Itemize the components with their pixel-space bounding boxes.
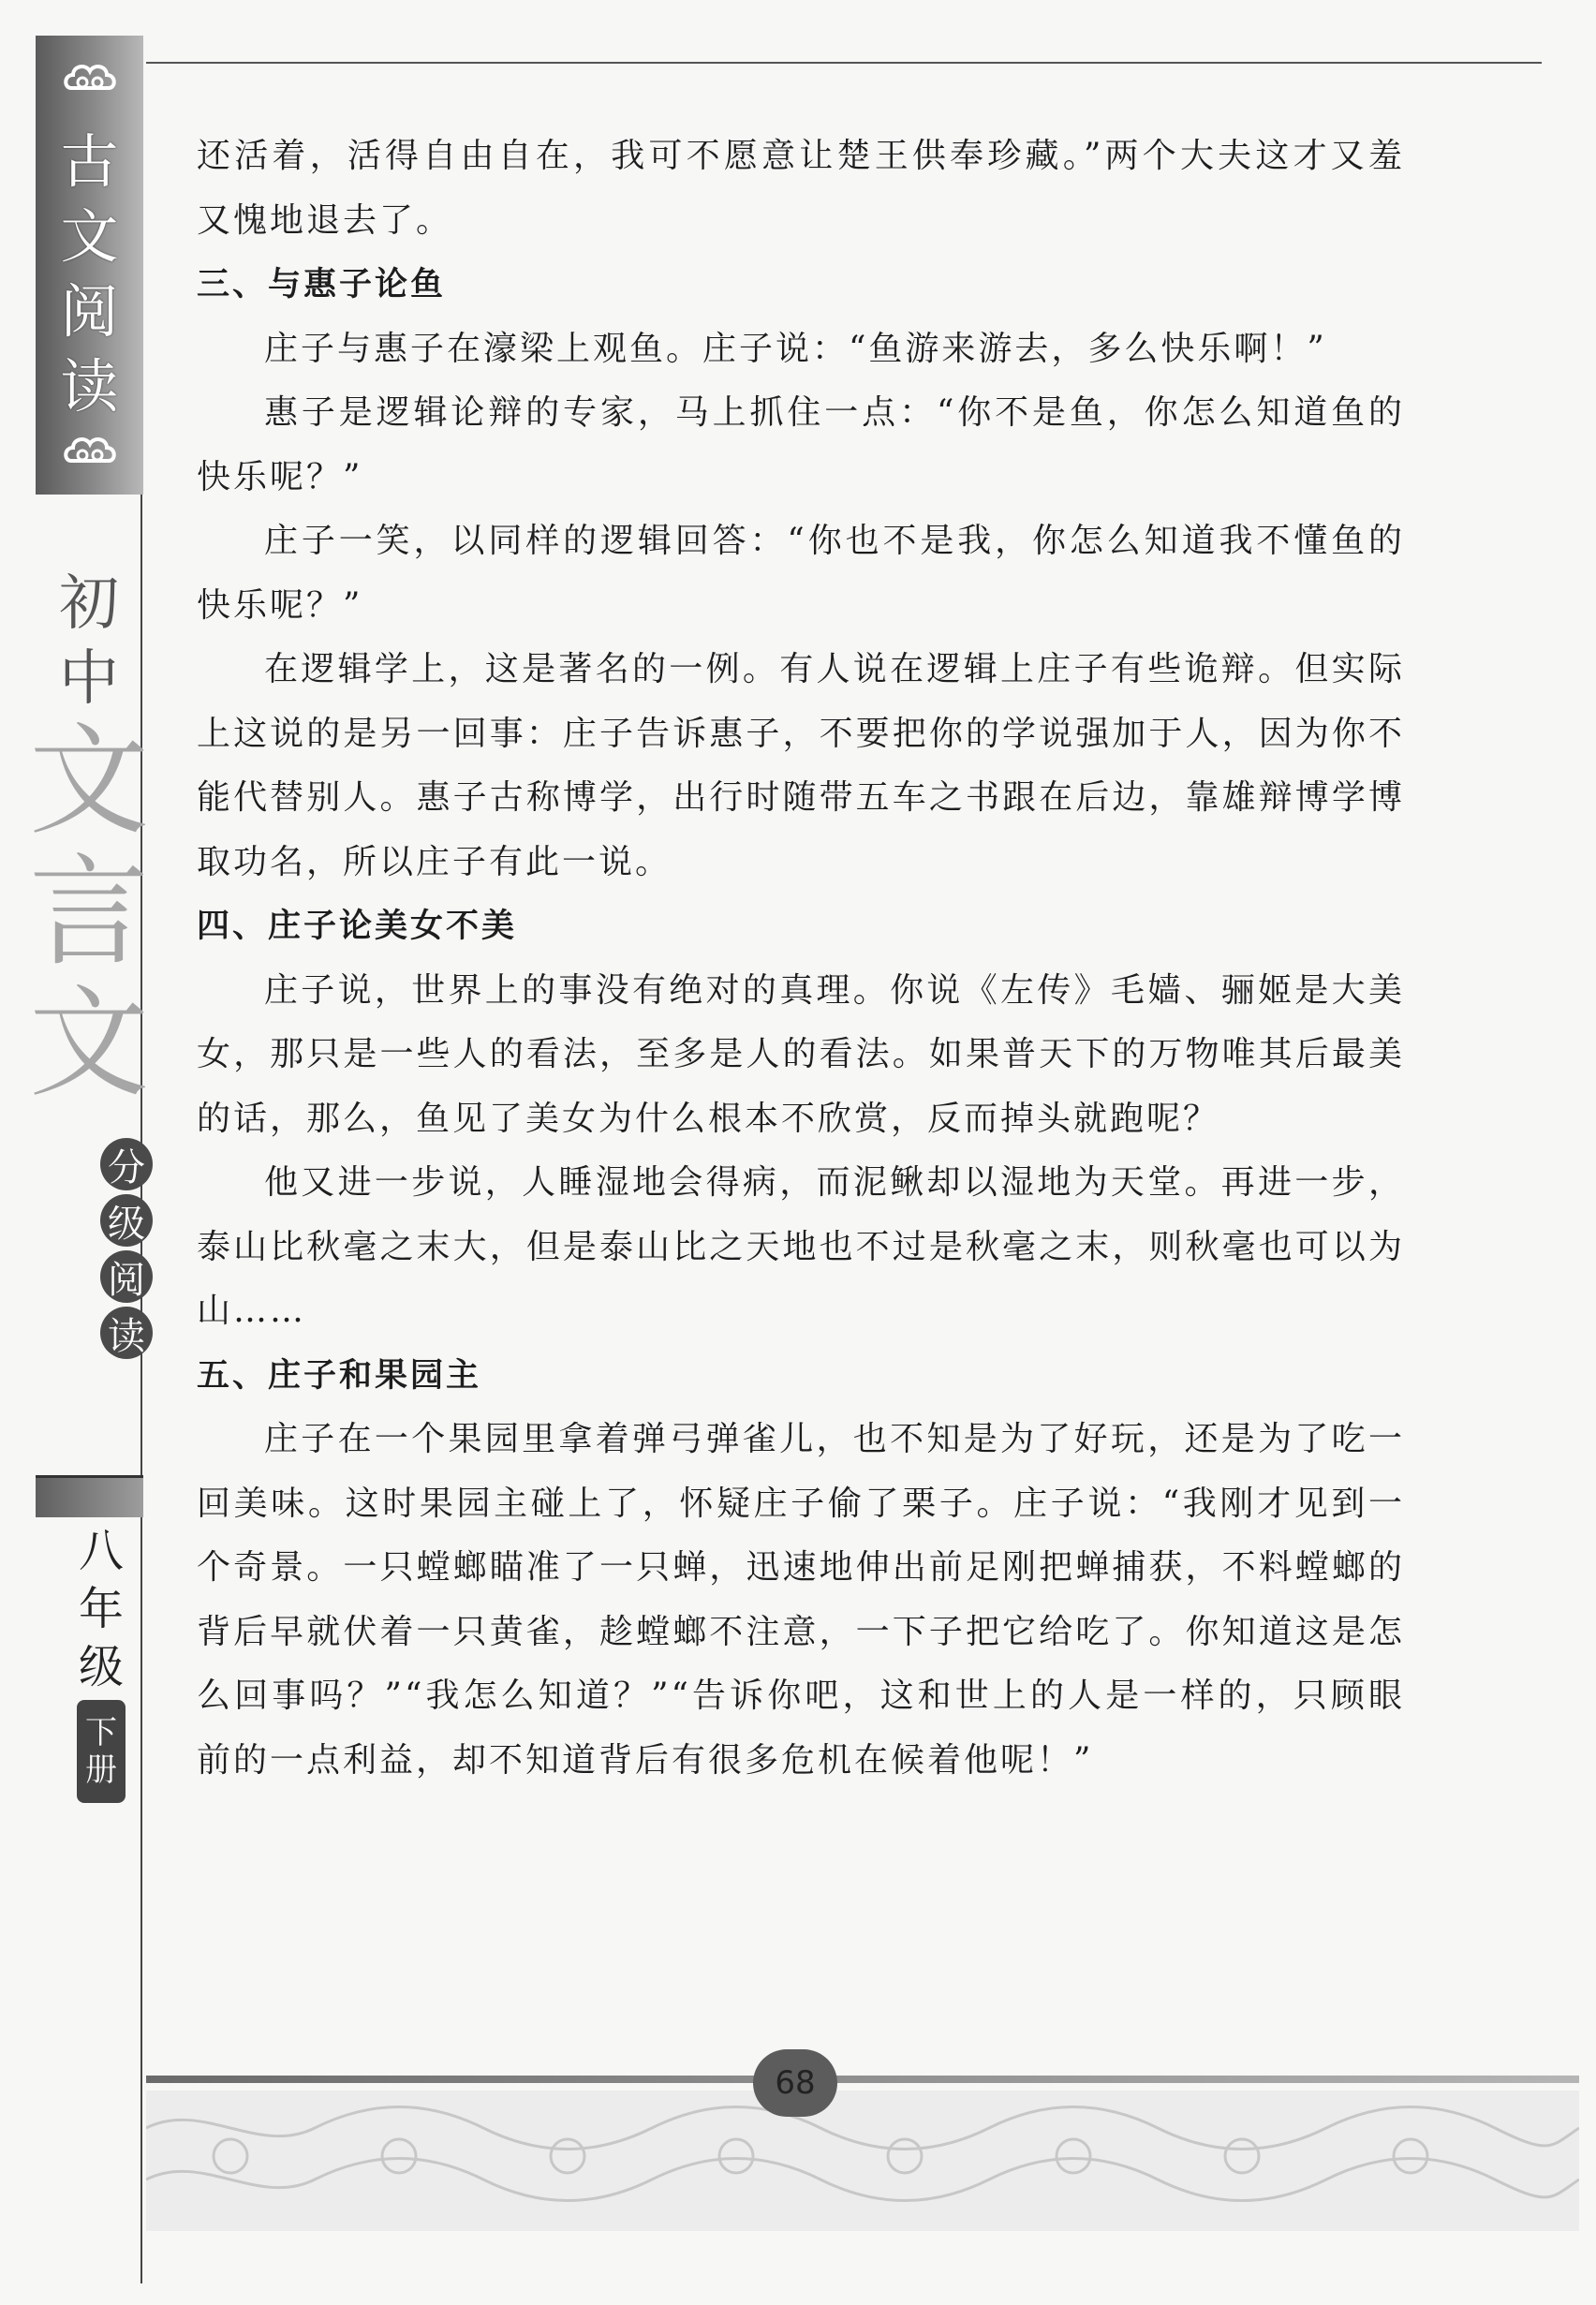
series-title-char: 古	[60, 127, 119, 196]
series-title-char: 阅	[60, 277, 119, 346]
series-title-char: 读	[60, 352, 119, 421]
volume-label	[77, 1700, 126, 1803]
paragraph: 庄子一笑，以同样的逻辑回答：“你也不是我，你怎么知道我不懂鱼的快乐呢？”	[197, 522, 1405, 625]
badge-char: 级	[100, 1194, 153, 1247]
header-rule	[146, 62, 1542, 64]
paragraph: 还活着，活得自由自在，我可不愿意让楚王供奉珍藏。”两个大夫这才又羞又愧地退去了。	[197, 137, 1405, 240]
grade-divider	[36, 1475, 143, 1517]
page-body	[197, 125, 1405, 1793]
cloud-ornament-icon	[62, 429, 118, 474]
paragraph: 在逻辑学上，这是著名的一例。有人说在逻辑上庄子有些诡辩。但实际上这说的是另一回事：庄子告诉惠子，不要把你的学说强加于人，因为你不能代替别人。惠子古称博学，出行时随带五车之书跟在后边，靠雄辩博学博取功名，所以庄子有此一说。	[197, 650, 1405, 881]
paragraph: 庄子在一个果园里拿着弹弓弹雀儿，也不知是为了好玩，还是为了吃一回美味。这时果园主碰上了，怀疑庄子偷了栗子。庄子说：“我刚才见到一个奇景。一只螳螂瞄准了一只蝉，迅速地伸出前足刚把蝉捕获，不料螳螂的背后早就伏着一只黄雀，趁螳螂不注意，一下子把它给吃了。你知道这是怎么回事吗？”“我怎么知道？”“告诉你吧，这和世上的人是一样的，只顾眼前的一点利益，却不知道背后有很多危机在候着他呢！”	[197, 1420, 1405, 1780]
badge-char: 读	[100, 1307, 153, 1359]
volume-char: 下	[85, 1714, 117, 1751]
footer-rule	[146, 2076, 1579, 2083]
series-title	[36, 125, 143, 424]
paragraph: 庄子说，世界上的事没有绝对的真理。你说《左传》毛嫱、骊姬是大美女，那只是一些人的看法，至多是人的看法。如果普天下的万物唯其后最美的话，那么，鱼见了美女为什么根本不欣赏，反而掉头就跑呢？	[197, 970, 1405, 1138]
series-title-box	[36, 36, 143, 495]
grade-label	[73, 1522, 129, 1696]
level-char: 初	[59, 569, 119, 639]
section-heading: 五、庄子和果园主	[197, 1356, 482, 1395]
graded-reading-badges	[98, 1138, 155, 1359]
level-char: 文	[29, 974, 150, 1114]
level-title	[29, 567, 150, 1114]
grade-char: 八	[78, 1525, 124, 1577]
section-heading: 三、与惠子论鱼	[197, 266, 447, 303]
badge-char: 分	[100, 1138, 153, 1190]
volume-char: 册	[85, 1751, 117, 1789]
cloud-ornament-icon	[62, 56, 118, 101]
level-char: 中	[59, 644, 119, 714]
grade-char: 年	[78, 1583, 124, 1635]
paragraph: 庄子与惠子在濠梁上观鱼。庄子说：“鱼游来游去，多么快乐啊！”	[264, 329, 1327, 368]
paragraph: 他又进一步说，人睡湿地会得病，而泥鳅却以湿地为天堂。再进一步，泰山比秋毫之末大，但是泰山比之天地也不过是秋毫之末，则秋毫也可以为山……	[197, 1163, 1405, 1330]
paragraph: 惠子是逻辑论辩的专家，马上抓住一点：“你不是鱼，你怎么知道鱼的快乐呢？”	[197, 393, 1405, 496]
level-char: 言	[29, 843, 150, 983]
footer	[146, 2049, 1579, 2237]
series-title-char: 文	[60, 202, 119, 271]
section-heading: 四、庄子论美女不美	[197, 908, 518, 945]
badge-char: 阅	[100, 1250, 153, 1303]
cloud-pattern-band-icon	[146, 2091, 1579, 2231]
level-char: 文	[29, 712, 150, 851]
grade-char: 级	[78, 1641, 124, 1693]
page-number: 68	[753, 2049, 837, 2117]
